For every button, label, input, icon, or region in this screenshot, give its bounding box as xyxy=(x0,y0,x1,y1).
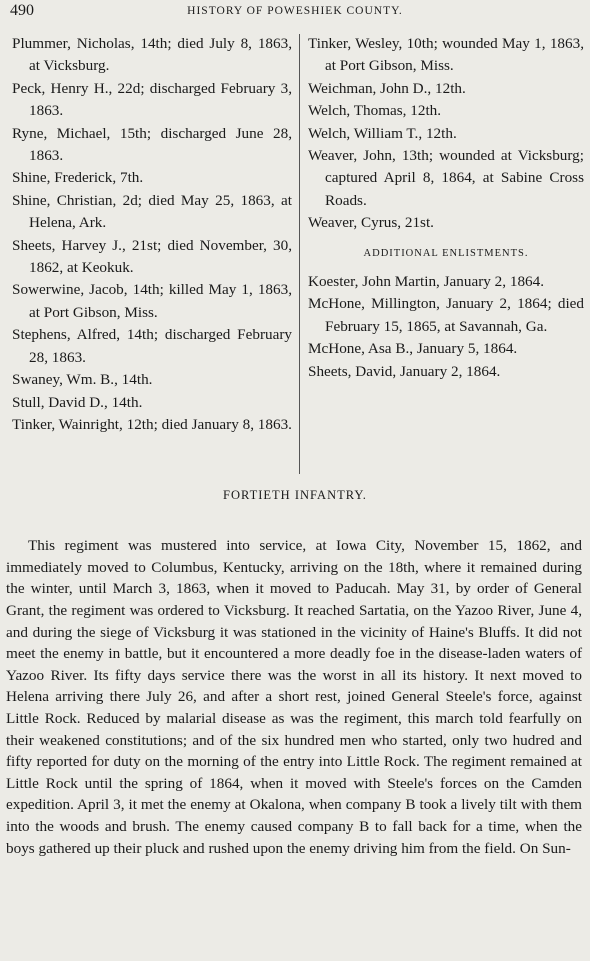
right-column xyxy=(308,33,584,383)
roster-entry: Welch, Thomas, 12th. xyxy=(308,102,442,120)
roster-entry: Peck, Henry H., 22d; discharged February 3, 1863. xyxy=(12,79,292,120)
roster-entry: Ryne, Michael, 15th; discharged June 28, 1863. xyxy=(12,124,292,165)
roster-entry: Welch, William T., 12th. xyxy=(308,124,457,142)
roster-entry: Weichman, John D., 12th. xyxy=(308,79,466,97)
roster-entry: Sheets, David, January 2, 1864. xyxy=(308,362,501,380)
roster-entry: Shine, Frederick, 7th. xyxy=(12,169,144,187)
roster-entry: Weaver, John, 13th; wounded at Vicksburg; captured April 8, 1864, at Sabine Cross Roads. xyxy=(308,147,584,209)
roster-entry: Koester, John Martin, January 2, 1864. xyxy=(308,273,545,291)
roster-entry: Weaver, Cyrus, 21st. xyxy=(308,214,434,232)
body-paragraph: This regiment was mustered into service, at Iowa City, November 15, 1862, and immediately moved to Columbus, Kentucky, arriving on the 18th, where it remained during the winter, until March 3, 1863, when it moved to Paducah. May 31, by order of General Grant, the regiment was ordered to Vicksburg. It reached Sartatia, on the Yazoo River, June 4, and during the siege of Vicksburg it was stationed in the vicinity of Haine's Bluffs. It did not meet the enemy in battle, but it encountered a more deadly foe in the disease-laden waters of Yazoo River. Its fifty days service there was the worst in all its history. It next moved to Helena arriving there July 26, and after a short rest, joined General Steele's force, against Little Rock. Reduced by malarial disease as was the regiment, this march told fearfully on their weakened constitutions; and of the six hundred men who started, only two hudred and fifty reported for duty on the morning of the entry into Little Rock. The regiment remained at Little Rock until the spring of 1864, when it moved with Steele's forces on the Camden expedition. April 3, it met the enemy at Okalona, when company B took a lively tilt with them into the woods and brush. The enemy caused company B to fall back for a time, when the boys gathered up their pluck and rushed upon the enemy driving him from the field. On Sun- xyxy=(6,537,582,857)
roster-entry: McHone, Millington, January 2, 1864; died February 15, 1865, at Savannah, Ga. xyxy=(308,295,584,335)
page-number: 490 xyxy=(10,2,34,19)
roster-entry: Plummer, Nicholas, 14th; died July 8, 1863, at Vicksburg. xyxy=(12,35,292,75)
running-title: HISTORY OF POWESHIEK COUNTY. xyxy=(187,5,403,17)
roster-entry: Stull, David D., 14th. xyxy=(12,393,143,411)
roster-entry: Sheets, Harvey J., 21st; died November, 30, 1862, at Keokuk. xyxy=(12,236,292,277)
roster-entry: Shine, Christian, 2d; died May 25, 1863, at Helena, Ark. xyxy=(12,191,292,232)
additional-enlistments-heading: ADDITIONAL ENLISTMENTS. xyxy=(363,247,529,259)
roster-entry: Stephens, Alfred, 14th; discharged February 28, 1863. xyxy=(12,326,292,366)
column-divider xyxy=(299,34,300,474)
section-title: FORTIETH INFANTRY. xyxy=(223,488,367,502)
roster-entry: McHone, Asa B., January 5, 1864. xyxy=(308,340,518,358)
roster-entry: Sowerwine, Jacob, 14th; killed May 1, 1863, at Port Gibson, Miss. xyxy=(12,281,292,321)
page-header xyxy=(0,0,590,26)
left-column xyxy=(12,33,292,436)
roster-entry: Swaney, Wm. B., 14th. xyxy=(12,371,153,389)
roster-entry: Tinker, Wesley, 10th; wounded May 1, 1863, at Port Gibson, Miss. xyxy=(308,35,584,75)
roster-entry: Tinker, Wainright, 12th; died January 8, 1863. xyxy=(12,415,292,433)
